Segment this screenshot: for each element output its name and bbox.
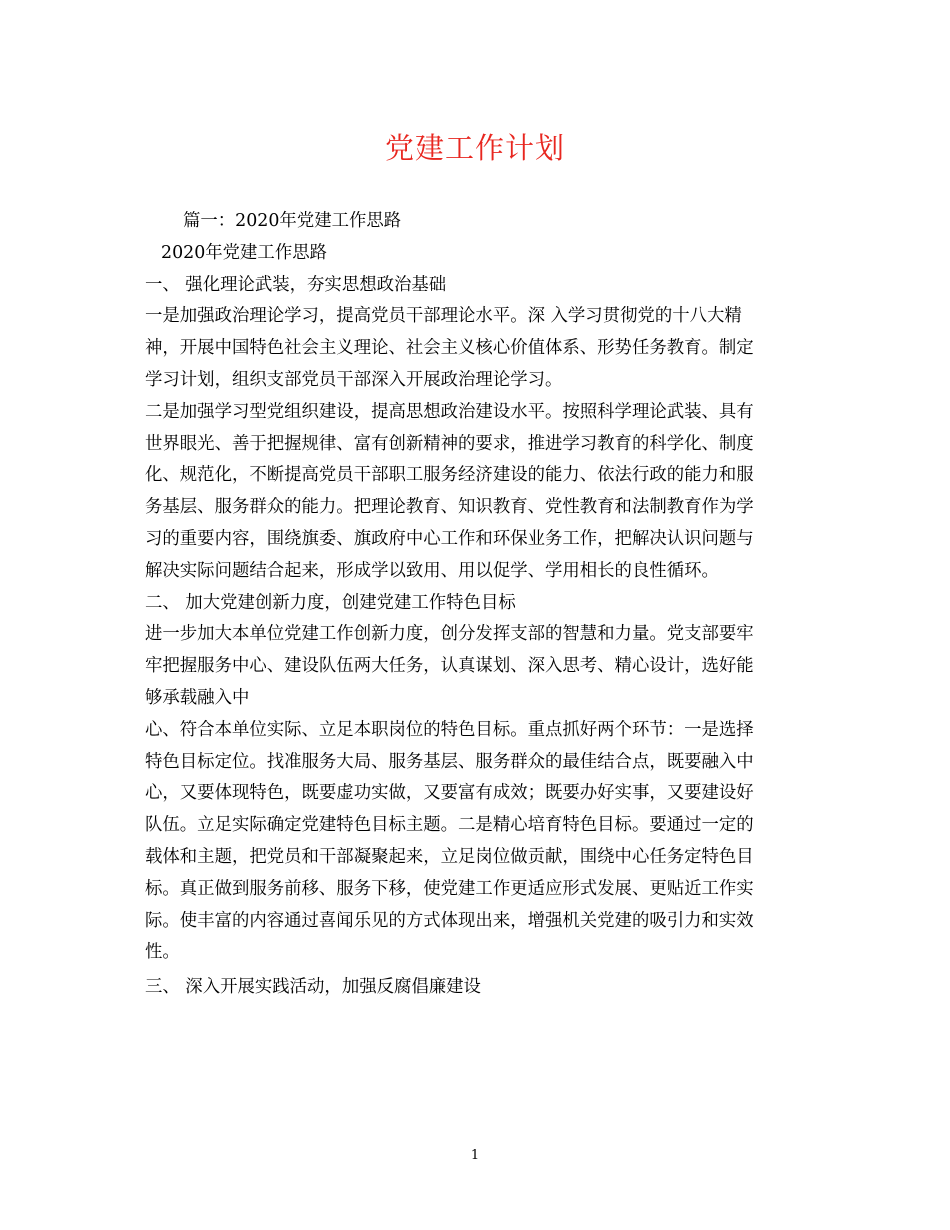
body-line: 够承载融入中 (145, 687, 250, 708)
body-line: 际。使丰富的内容通过喜闻乐见的方式体现出来，增强机关党建的吸引力和实效 (145, 910, 754, 931)
body-line: 务基层、服务群众的能力。把理论教育、知识教育、党性教育和法制教育作为学 (145, 497, 754, 518)
section-heading: 二、 加大党建创新力度，创建党建工作特色目标 (145, 592, 516, 613)
body-line: 队伍。立足实际确定党建特色目标主题。二是精心培育特色目标。要通过一定的 (145, 815, 754, 836)
chapter-heading: 篇一：2020年党建工作思路 (183, 211, 402, 231)
body-line: 特色目标定位。找准服务大局、服务基层、服务群众的最佳结合点，既要融入中 (145, 751, 754, 772)
body-line: 心，又要体现特色，既要虚功实做，又要富有成效；既要办好实事，又要建设好 (145, 783, 754, 804)
body-line: 神，开展中国特色社会主义理论、社会主义核心价值体系、形势任务教育。制定 (145, 338, 754, 359)
body-line: 习的重要内容，围绕旗委、旗政府中心工作和环保业务工作，把解决认识问题与 (145, 528, 754, 549)
body-line: 世界眼光、善于把握规律、富有创新精神的要求，推进学习教育的科学化、制度 (145, 433, 754, 454)
body-line: 性。 (145, 942, 180, 963)
body-line: 化、规范化，不断提高党员干部职工服务经济建设的能力、依法行政的能力和服 (145, 465, 754, 486)
body-line: 二是加强学习型党组织建设，提高思想政治建设水平。按照科学理论武装、具有 (145, 401, 754, 422)
body-line: 解决实际问题结合起来，形成学以致用、用以促学、学用相长的良性循环。 (145, 560, 719, 581)
page-number: 1 (470, 1148, 480, 1163)
section-heading: 三、 深入开展实践活动，加强反腐倡廉建设 (145, 977, 481, 998)
body-line: 心、符合本单位实际、立足本职岗位的特色目标。重点抓好两个环节：一是选择 (145, 719, 754, 740)
document-title: 党建工作计划 (384, 131, 565, 165)
body-line: 载体和主题，把党员和干部凝聚起来，立足岗位做贡献，围绕中心任务定特色目 (145, 846, 754, 867)
sub-heading: 2020年党建工作思路 (161, 242, 327, 263)
body-line: 进一步加大本单位党建工作创新力度，创分发挥支部的智慧和力量。党支部要牢 (145, 624, 754, 645)
document-body (145, 206, 805, 1004)
section-heading: 一、 强化理论武装，夯实思想政治基础 (145, 274, 447, 295)
body-line: 学习计划，组织支部党员干部深入开展政治理论学习。 (145, 369, 563, 390)
body-line: 标。真正做到服务前移、服务下移，使党建工作更适应形式发展、更贴近工作实 (145, 878, 754, 899)
body-line: 一是加强政治理论学习，提高党员干部理论水平。深 入学习贯彻党的十八大精 (145, 306, 742, 327)
body-line: 牢把握服务中心、建设队伍两大任务，认真谋划、深入思考、精心设计，选好能 (145, 656, 754, 677)
